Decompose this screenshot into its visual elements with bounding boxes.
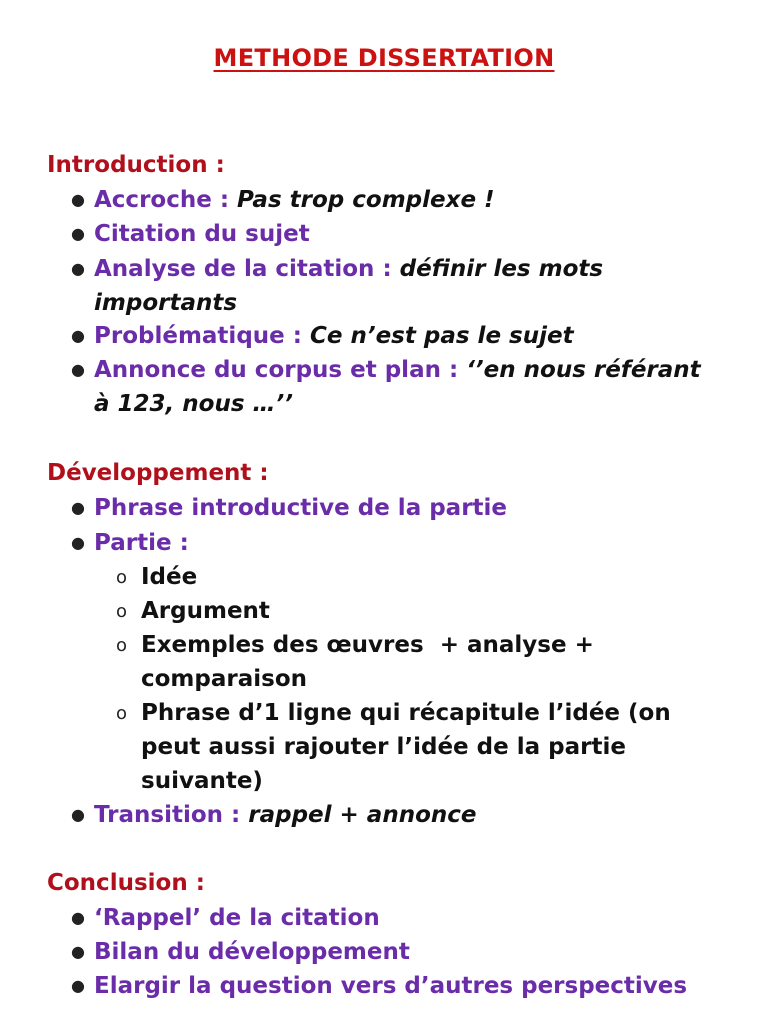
sub-item-phrase [116, 696, 701, 798]
item-note-continued: à 123, nous …’’ [94, 391, 294, 417]
list-item-problematique [71, 319, 724, 353]
list-item-analyse [71, 252, 724, 320]
list-item-bilan [71, 935, 724, 969]
list-item-rappel [71, 901, 724, 935]
sub-item-text: Idée [141, 564, 198, 590]
item-note: Ce n’est pas le sujet [309, 323, 574, 349]
bullet-icon: ● [71, 224, 85, 243]
sub-item-exemples [116, 628, 701, 696]
circle-bullet-icon: o [116, 635, 128, 656]
circle-bullet-icon: o [116, 703, 128, 724]
list-item-phrase-introductive [71, 491, 724, 525]
item-note: ‘’en nous référant [466, 357, 701, 383]
list-item-partie [71, 526, 724, 560]
page-title-text: METHODE DISSERTATION [213, 44, 555, 72]
item-label: Elargir la question vers d’autres perspectives [94, 973, 688, 999]
page-title [0, 44, 768, 72]
sub-item-idee [116, 560, 701, 594]
bullet-icon: ● [71, 360, 85, 379]
sub-item-text: Exemples des œuvres + analyse + [141, 632, 594, 658]
circle-bullet-icon: o [116, 601, 128, 622]
item-note: Pas trop complexe ! [237, 187, 495, 213]
list-item-elargir [71, 969, 724, 1003]
bullet-icon: ● [71, 976, 85, 995]
item-label: Partie : [94, 530, 189, 556]
circle-bullet-icon: o [116, 567, 128, 588]
item-label: Phrase introductive de la partie [94, 495, 508, 521]
section-heading-conclusion: Conclusion : [47, 870, 205, 896]
item-note: définir les mots [399, 256, 604, 282]
bullet-icon: ● [71, 942, 85, 961]
bullet-icon: ● [71, 259, 85, 278]
bullet-icon: ● [71, 908, 85, 927]
sub-item-text-continued: suivante) [141, 768, 263, 794]
item-label: Bilan du développement [94, 939, 410, 965]
item-label: Problématique : [94, 323, 302, 349]
section-heading-developpement: Développement : [47, 460, 269, 486]
sub-item-text: Argument [141, 598, 270, 624]
item-note: rappel + annonce [248, 802, 477, 828]
bullet-icon: ● [71, 190, 85, 209]
section-heading-introduction: Introduction : [47, 152, 225, 178]
bullet-icon: ● [71, 805, 85, 824]
bullet-icon: ● [71, 326, 85, 345]
item-label: Citation du sujet [94, 221, 310, 247]
sub-item-text-continued: comparaison [141, 666, 307, 692]
item-label: Accroche : [94, 187, 230, 213]
list-item-accroche [71, 183, 724, 217]
item-note-continued: importants [94, 290, 238, 316]
item-label: ‘Rappel’ de la citation [94, 905, 380, 931]
list-item-annonce [71, 353, 724, 421]
sub-item-argument [116, 594, 701, 628]
sub-item-text-continued: peut aussi rajouter l’idée de la partie [141, 734, 626, 760]
bullet-icon: ● [71, 498, 85, 517]
item-label: Analyse de la citation : [94, 256, 392, 282]
item-label: Transition : [94, 802, 241, 828]
item-label: Annonce du corpus et plan : [94, 357, 459, 383]
bullet-icon: ● [71, 533, 85, 552]
list-item-citation [71, 217, 724, 251]
list-item-transition [71, 798, 724, 832]
sub-item-text: Phrase d’1 ligne qui récapitule l’idée (on [141, 700, 671, 726]
